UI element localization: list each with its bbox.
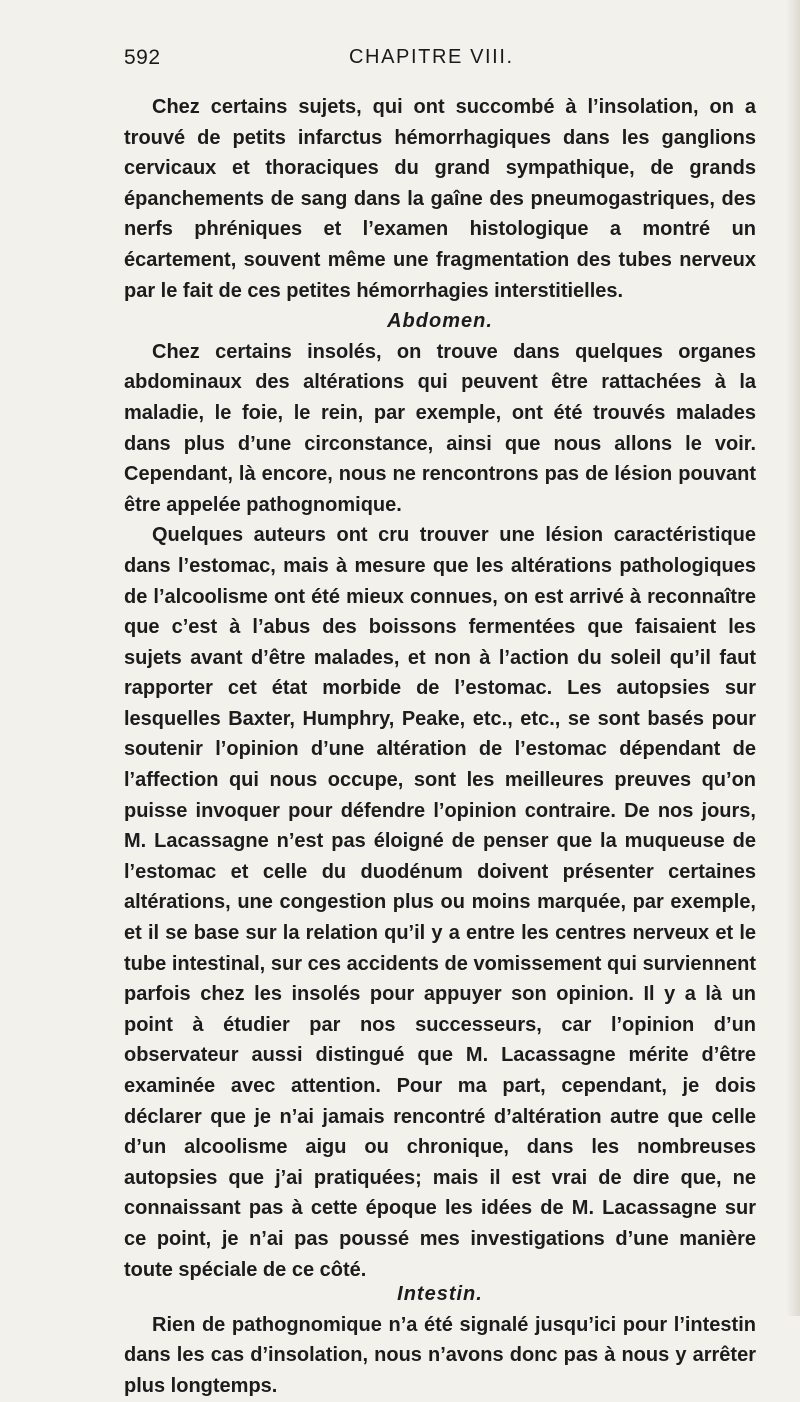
paragraph-abdominal-organs: Chez certains insolés, on trouve dans quelques organes abdominaux des altérations qui peuvent être rattachées à la maladie, le foie, le rein, par exemple, ont été trouvés malades dans plus d’une circonstance, ainsi que nous allons le voir. Cependant, là encore, nous ne rencontrons pas de lésion pouvant être appelée pathognomique.: [124, 340, 756, 516]
paragraph-stomach: Quelques auteurs ont cru trouver une lésion caractéristique dans l’estomac, mais à mesure que les altérations pathologiques de l’alcoolisme ont été mieux connues, on est arrivé à reconnaître que c’est à l’abus des boissons fermentées que faisaient les sujets avant d’être malades, et non à l’action du soleil qu’il faut rapporter cet état morbide de l’estomac. Les autopsies sur lesquelles Baxter, Humphry, Peake, etc., etc., se sont basés pour soutenir l’opinion d’une altération de l’estomac dépendant de l’affection qui nous occupe, sont les meilleures preuves qu’on puisse invoquer pour défendre l’opinion contraire. De nos jours, M. Lacassagne n’est pas éloigné de penser que la muqueuse de l’estomac et celle du duodénum doivent présenter certaines altérations, une congestion plus ou moins marquée, par exemple, et il se base sur la relation qu’il y a entre les centres nerveux et le tube intestinal, sur ces accidents de vomissement qui surviennent parfois chez les insolés pour appuyer son opinion. Il y a là un point à étudier par nos successeurs, car l’opinion d’un observateur aussi distingué que M. Lacassagne mérite d’être examinée avec attention. Pour ma part, cependant, je dois déclarer que je n’ai jamais rencontré d’altération autre que celle d’un alcoolisme aigu ou chronique, dans les nombreuses autopsies que j’ai pratiquées; mais il est vrai de dire que, ne connaissant pas à cette époque les idées de M. Lacassagne sur ce point, je n’ai pas poussé mes investigations d’une manière toute spéciale de ce côté.: [124, 524, 756, 1281]
page-edge-shadow: [786, 0, 800, 1316]
paragraph-intestine: Rien de pathognomique n’a été signalé jusqu’ici pour l’intestin dans les cas d’insolation, nous n’avons donc pas à nous y arrêter plus longtemps.: [124, 1313, 756, 1397]
body-text: [124, 92, 756, 1402]
page-number: 592: [124, 46, 161, 69]
running-title: CHAPITRE VIII.: [349, 46, 514, 68]
section-heading-intestin: Intestin.: [397, 1283, 483, 1306]
section-heading-abdomen: Abdomen.: [387, 310, 493, 333]
page-header: [124, 46, 756, 76]
paragraph-sympathetic-ganglia: Chez certains sujets, qui ont succombé à l’insolation, on a trouvé de petits infarctus hémorrhagiques dans les ganglions cervicaux et thoraciques du grand sympathique, de grands épanchements de sang dans la gaîne des pneumogastriques, des nerfs phréniques et l’examen histologique a montré un écartement, souvent même une fragmentation des tubes nerveux par le fait de ces petites hémorrhagies interstitielles.: [124, 96, 756, 302]
